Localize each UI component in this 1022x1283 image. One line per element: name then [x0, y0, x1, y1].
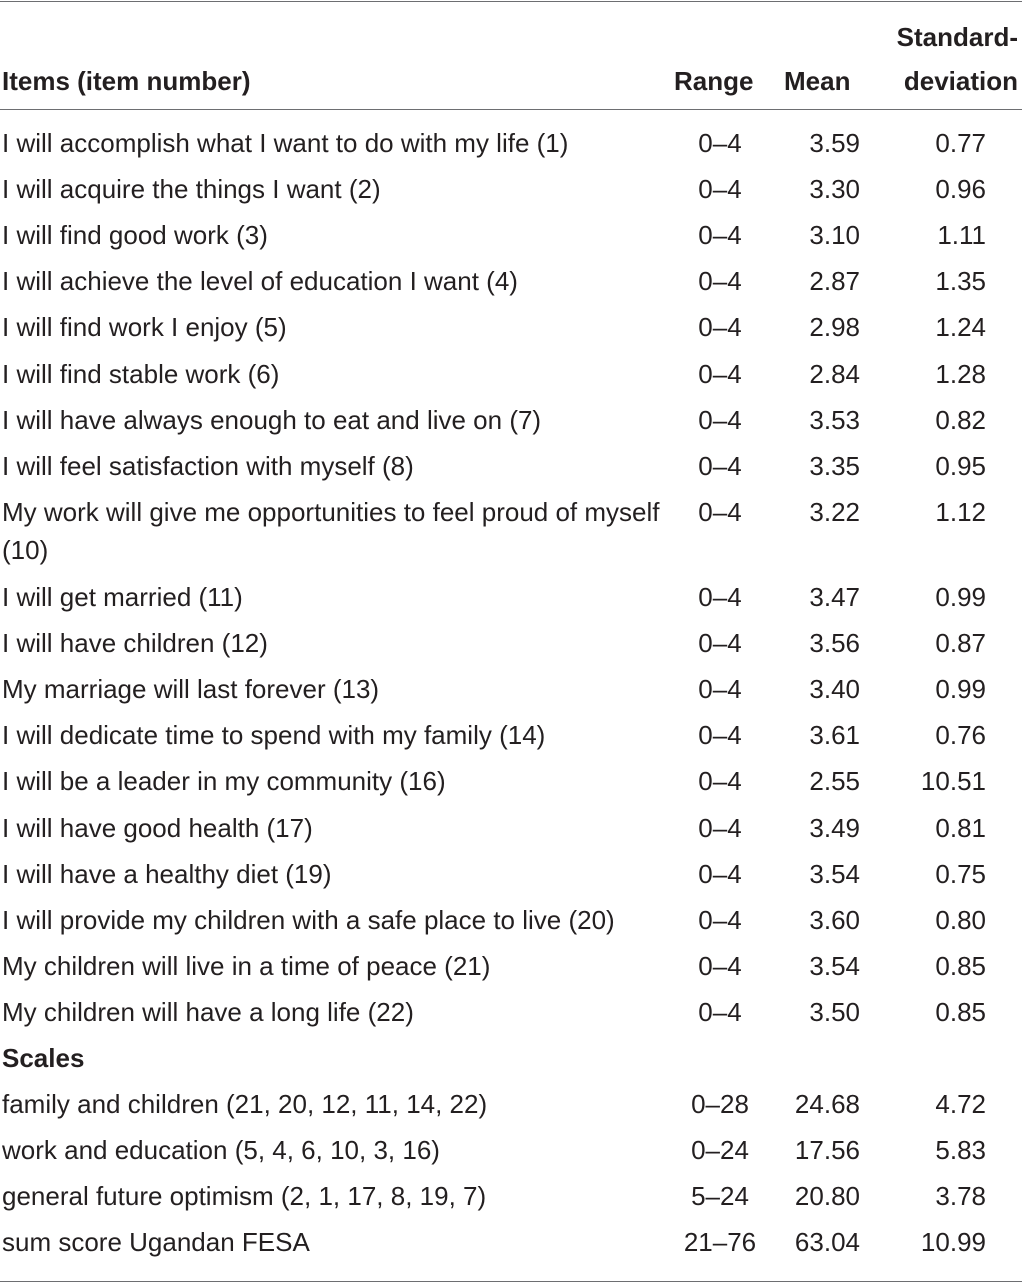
- row-sd: 0.80: [935, 904, 986, 935]
- row-range: 0–24: [691, 1135, 749, 1166]
- row-range: 0–4: [698, 720, 742, 751]
- table-bottom-rule: [0, 1281, 1022, 1282]
- table-row: [0, 447, 1022, 493]
- row-sd: 0.85: [935, 996, 986, 1027]
- row-mean: 3.53: [809, 404, 860, 435]
- table-row: [0, 401, 1022, 447]
- row-label: I will have good health (17): [2, 812, 313, 843]
- row-mean: 2.84: [809, 358, 860, 389]
- row-range: 0–4: [698, 766, 742, 797]
- table-row: [0, 170, 1022, 216]
- header-range: Range: [674, 66, 754, 96]
- row-sd: 0.99: [935, 674, 986, 705]
- row-sd: 1.24: [935, 312, 986, 343]
- row-label: My children will have a long life (22): [2, 996, 414, 1027]
- table-row: [0, 124, 1022, 170]
- row-mean: 17.56: [794, 1135, 860, 1166]
- row-mean: 3.54: [809, 858, 860, 889]
- row-range: 0–4: [698, 812, 742, 843]
- row-range: 0–4: [698, 450, 742, 481]
- row-label: I will be a leader in my community (16): [2, 766, 446, 797]
- row-sd: 1.12: [935, 496, 986, 527]
- row-mean: 3.47: [809, 582, 860, 613]
- table-row: [0, 355, 1022, 401]
- row-range: 21–76: [683, 1227, 757, 1258]
- row-sd: 10.51: [920, 766, 986, 797]
- row-sd: 0.99: [935, 582, 986, 613]
- row-mean: 3.50: [809, 996, 860, 1027]
- row-label: I will get married (11): [2, 582, 243, 613]
- row-range: 0–4: [698, 628, 742, 659]
- header-mean: Mean: [784, 66, 851, 96]
- header-items: Items (item number): [2, 66, 251, 96]
- row-range: 0–4: [698, 582, 742, 613]
- table-header: [0, 1, 1022, 110]
- scale-row: [0, 1131, 1022, 1177]
- row-label: work and education (5, 4, 6, 10, 3, 16): [2, 1135, 440, 1166]
- row-mean: 2.87: [809, 266, 860, 297]
- scale-row: [0, 1177, 1022, 1223]
- row-sd: 4.72: [935, 1089, 986, 1120]
- row-mean: 20.80: [794, 1181, 860, 1212]
- row-sd: 0.95: [935, 450, 986, 481]
- row-range: 0–28: [691, 1089, 749, 1120]
- row-label: My work will give me opportunities to feel proud of myself (10): [2, 496, 660, 565]
- table-row: [0, 493, 1022, 578]
- row-label: I will have children (12): [2, 628, 268, 659]
- table-row: [0, 308, 1022, 354]
- table-row: [0, 670, 1022, 716]
- row-label: My marriage will last forever (13): [2, 674, 380, 705]
- row-range: 0–4: [698, 358, 742, 389]
- table-row: [0, 216, 1022, 262]
- row-label: I will find good work (3): [2, 220, 268, 251]
- table-row: [0, 262, 1022, 308]
- row-sd: 0.77: [935, 128, 986, 158]
- row-label: general future optimism (2, 1, 17, 8, 19, 7): [2, 1181, 487, 1212]
- scales-heading: Scales: [2, 1043, 85, 1074]
- scale-row: [0, 1085, 1022, 1131]
- row-mean: 2.55: [809, 766, 860, 797]
- row-label: I will achieve the level of education I want (4): [2, 266, 518, 297]
- row-mean: 63.04: [794, 1227, 860, 1258]
- table-row: [0, 624, 1022, 670]
- row-sd: 1.11: [937, 220, 986, 251]
- row-mean: 3.40: [809, 674, 860, 705]
- row-sd: 1.28: [935, 358, 986, 389]
- row-mean: 3.22: [809, 496, 860, 527]
- table-row: [0, 578, 1022, 624]
- row-label: I will dedicate time to spend with my family (14): [2, 720, 546, 751]
- table-row: [0, 947, 1022, 993]
- row-range: 0–4: [698, 128, 742, 158]
- row-mean: 2.98: [809, 312, 860, 343]
- row-sd: 0.85: [935, 950, 986, 981]
- row-label: I will acquire the things I want (2): [2, 174, 381, 205]
- row-sd: 0.82: [935, 404, 986, 435]
- row-sd: 5.83: [935, 1135, 986, 1166]
- row-sd: 0.96: [935, 174, 986, 205]
- table-row: [0, 762, 1022, 808]
- row-label: sum score Ugandan FESA: [2, 1227, 310, 1258]
- row-range: 0–4: [698, 266, 742, 297]
- row-range: 0–4: [698, 220, 742, 251]
- row-mean: 3.35: [809, 450, 860, 481]
- row-label: I will have a healthy diet (19): [2, 858, 332, 889]
- row-mean: 3.30: [809, 174, 860, 205]
- table-row: [0, 901, 1022, 947]
- row-mean: 3.59: [809, 128, 860, 158]
- table-row: [0, 716, 1022, 762]
- row-sd: 10.99: [920, 1227, 986, 1258]
- table-row: [0, 993, 1022, 1039]
- row-label: I will have always enough to eat and live on (7): [2, 404, 542, 435]
- row-label: I will find work I enjoy (5): [2, 312, 287, 343]
- row-mean: 3.60: [809, 904, 860, 935]
- row-mean: 3.49: [809, 812, 860, 843]
- row-range: 0–4: [698, 858, 742, 889]
- header-sd-line1: Standard-: [896, 22, 1018, 52]
- row-range: 5–24: [691, 1181, 749, 1212]
- row-range: 0–4: [698, 404, 742, 435]
- row-range: 0–4: [698, 312, 742, 343]
- row-sd: 0.75: [935, 858, 986, 889]
- row-mean: 3.10: [809, 220, 860, 251]
- row-range: 0–4: [698, 950, 742, 981]
- row-label: I will accomplish what I want to do with my life (1): [2, 128, 569, 158]
- row-mean: 3.54: [809, 950, 860, 981]
- row-label: My children will live in a time of peace (21): [2, 950, 491, 981]
- row-sd: 0.76: [935, 720, 986, 751]
- row-range: 0–4: [698, 496, 742, 527]
- row-label: I will provide my children with a safe place to live (20): [2, 904, 615, 935]
- header-standard-deviation: [897, 15, 1018, 103]
- row-label: family and children (21, 20, 12, 11, 14, 22): [2, 1089, 488, 1120]
- header-sd-line2: deviation: [903, 66, 1018, 96]
- row-range: 0–4: [698, 996, 742, 1027]
- row-sd: 0.81: [935, 812, 986, 843]
- table-row: [0, 809, 1022, 855]
- row-mean: 24.68: [794, 1089, 860, 1120]
- row-label: I will feel satisfaction with myself (8): [2, 450, 414, 481]
- row-range: 0–4: [698, 674, 742, 705]
- row-sd: 3.78: [935, 1181, 986, 1212]
- row-mean: 3.61: [809, 720, 860, 751]
- row-sd: 0.87: [935, 628, 986, 659]
- row-range: 0–4: [698, 904, 742, 935]
- table-row: [0, 855, 1022, 901]
- row-label: I will find stable work (6): [2, 358, 280, 389]
- scale-row: [0, 1223, 1022, 1269]
- row-range: 0–4: [698, 174, 742, 205]
- row-mean: 3.56: [809, 628, 860, 659]
- row-sd: 1.35: [935, 266, 986, 297]
